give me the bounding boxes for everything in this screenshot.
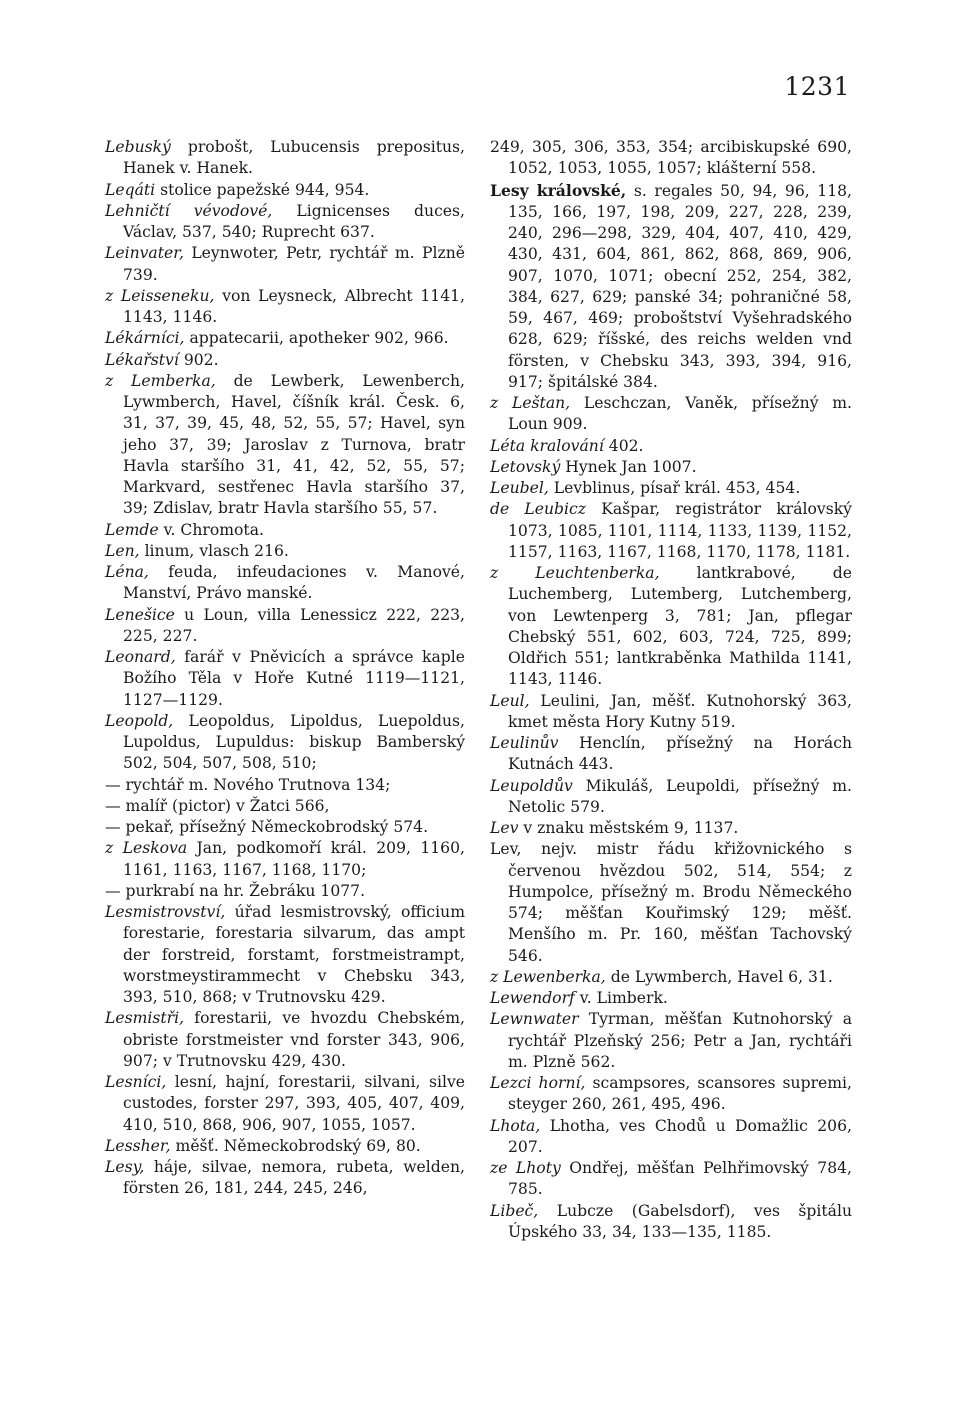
entry-headword: Lehničtí vévodové, — [105, 201, 273, 220]
entry-text: forestarii, ve hvozdu Chebském, obriste forstmeister vnd forster 343, 906, 907; v Trutnovsku 429, 430. — [123, 1009, 465, 1070]
entry-text: Kašpar, registrátor královský 1073, 1085, 1101, 1114, 1133, 1139, 1152, 1157, 1163, 1167, 1168, 1170, 1178, 1181. — [508, 500, 852, 561]
index-entry — [105, 562, 465, 605]
index-entry — [105, 1157, 465, 1200]
entry-headword: Léta kralování — [490, 436, 604, 455]
index-entry — [490, 1073, 852, 1116]
entry-text: Leulini, Jan, měšť. Kutnohorský 363, kmet města Hory Kutny 519. — [508, 691, 852, 731]
entry-headword: Leqáti — [105, 180, 156, 199]
entry-text: — purkrabí na hr. Žebráku 1077. — [105, 881, 366, 900]
index-entry — [490, 478, 852, 499]
index-entry — [490, 988, 852, 1009]
entry-text: Mikuláš, Leupoldi, přísežný m. Netolic 579. — [508, 776, 852, 816]
entry-text: von Leysneck, Albrecht 1141, 1143, 1146. — [123, 286, 466, 326]
index-entry — [490, 691, 852, 734]
index-entry — [105, 371, 465, 520]
index-entry — [105, 711, 465, 775]
entry-headword: Lesmistři, — [105, 1009, 185, 1028]
index-entry — [490, 776, 852, 819]
entry-text: Levblinus, písař král. 453, 454. — [553, 479, 801, 497]
entry-headword: Letovský — [490, 457, 561, 476]
entry-text: — rychtář m. Nového Trutnova 134; — [105, 775, 391, 794]
index-entry — [105, 838, 465, 881]
entry-headword: Lesníci, — [105, 1073, 167, 1091]
entry-headword: Lékařství — [105, 350, 179, 369]
entry-text: v znaku městském 9, 1137. — [523, 819, 739, 837]
left-column — [105, 137, 465, 1200]
index-entry — [490, 563, 852, 691]
entry-text: Henclín, přísežný na Horách Kutnách 443. — [508, 734, 852, 774]
entry-headword: Leopold, — [105, 711, 174, 730]
index-entry — [105, 328, 465, 349]
entry-text: Tyrman, měšťan Kutnohorský a rychtář Plzeňský 256; Petr a Jan, rychtáři m. Plzně 562. — [508, 1010, 852, 1071]
entry-headword: z Leuchtenberka, — [490, 564, 660, 582]
entry-text: farář v Pněvicích a správce kaple Božího Těla v Hoře Kutné 1119—1121, 1127—1129. — [123, 648, 465, 709]
index-entry — [105, 520, 465, 541]
index-entry — [105, 137, 465, 180]
entry-headword: Lewendorf — [490, 989, 575, 1007]
index-entry — [490, 393, 852, 436]
entry-headword: Lékárníci, — [105, 329, 185, 348]
index-entry — [490, 499, 852, 563]
entry-headword: Leinvater, — [105, 244, 184, 263]
entry-text: 902. — [183, 350, 219, 369]
index-entry — [105, 350, 465, 371]
entry-text: — malíř (pictor) v Žatci 566, — [105, 796, 330, 815]
entry-text: v. Chromota. — [163, 520, 264, 539]
index-entry — [490, 967, 852, 988]
entry-text: Hynek Jan 1007. — [565, 457, 697, 476]
index-entry — [105, 243, 465, 286]
entry-text: Leopoldus, Lipoldus, Luepoldus, Lupoldus, Lupuldus: biskup Bamberský 502, 504, 507, 508, 510; — [123, 711, 465, 773]
entry-headword: Leul, — [490, 691, 530, 710]
index-entry — [105, 1136, 465, 1157]
entry-text: de Lewberk, Lewenberch, Lywmberch, Havel, číšník král. Česk. 6, 31, 37, 39, 45, 48, 52, 55, 57; Havel, syn jeho 37, 39; Jaroslav z Turnova, bratr Havla staršího 31, 41, 42, 52, 55, 57; Markvard, sestřenec Havla staršího 37, 39; Zdislav, bratr Havla staršího 55, 57. — [123, 371, 465, 518]
entry-text: lantkrabové, de Luchemberg, Lutemberg, Lutchemberg, von Lewtenperg 3, 781; Jan, pflegar Chebský 551, 602, 603, 724, 725, 899; Oldřich 551; lantkraběnka Mathilda 1141, 1143, 1146. — [508, 564, 852, 689]
entry-text: úřad lesmistrovský, officium forestarie, forestaria silvarum, das ampt der forstreid, forstamt, forstmeistrampt, worstmeystirammecht v Chebsku 343, 393, 510, 868; v Trutnovsku 429. — [123, 903, 465, 1006]
entry-headword: Lewnwater — [490, 1010, 579, 1029]
index-entry — [105, 286, 465, 329]
page-number: 1231 — [784, 72, 850, 101]
index-entry — [490, 1201, 852, 1244]
entry-headword: z Lewenberka, — [490, 967, 606, 986]
entry-text: Lignicenses duces, Václav, 537, 540; Ruprecht 637. — [123, 201, 465, 241]
index-entry — [105, 775, 465, 796]
index-entry — [490, 1116, 852, 1159]
index-entry — [105, 1072, 465, 1136]
entry-headword: z Leskova — [105, 839, 188, 858]
entry-headword: ze Lhoty — [490, 1159, 561, 1177]
index-entry — [105, 180, 465, 201]
entry-text: s. regales 50, 94, 96, 118, 135, 166, 197, 198, 209, 227, 228, 239, 240, 296—298, 329, 404, 407, 410, 429, 430, 431, 604, 861, 862, 868, 869, 906, 907, 1070, 1071; obecní 252, 254, 382, 384, 627, 629; panské 34; pohraničné 58, 59, 467, 469; proboštství Vyšehradského 628, 629; říšské, des reichs welden vnd försten, v Chebsku 343, 393, 394, 916, 917; špitálské 384. — [508, 181, 852, 391]
entry-text: Lubcze (Gabelsdorf), ves špitálu Úpského 33, 34, 133—135, 1185. — [508, 1201, 852, 1241]
entry-headword: de Leubicz — [490, 500, 586, 519]
index-entry — [490, 818, 852, 839]
index-entry — [105, 881, 465, 902]
entry-headword: Lessher, — [105, 1136, 171, 1155]
entry-text: Lev, nejv. mistr řádu křižovnického s červenou hvězdou 502, 514, 554; z Humpolce, přísežný m. Brodu Německého 574; měšťan Kouřimský 129; měšť. Menšího m. Pr. 160, měšťan Tachovský 546. — [490, 840, 852, 965]
entry-text: Ondřej, měšťan Pelhřimovský 784, 785. — [508, 1159, 852, 1199]
entry-headword: Libeč, — [490, 1201, 539, 1220]
index-entry — [105, 541, 465, 562]
entry-headword: Lenešice — [105, 605, 175, 624]
index-entry — [490, 457, 852, 478]
entry-headword: z Lemberka, — [105, 371, 216, 390]
entry-text: Leynwoter, Petr, rychtář m. Plzně 739. — [123, 244, 465, 284]
entry-headword: Lemde — [105, 520, 159, 539]
entry-headword: z Leisseneku, — [105, 286, 215, 305]
index-entry — [490, 733, 852, 776]
entry-text: scampsores, scansores supremi, steyger 260, 261, 495, 496. — [508, 1074, 852, 1114]
entry-headword: Lesy královské, — [490, 180, 627, 200]
index-entry — [490, 436, 852, 457]
entry-headword: Léna, — [105, 563, 149, 581]
entry-headword: Lev — [490, 819, 519, 837]
entry-text: linum, vlasch 216. — [144, 541, 289, 560]
index-entry — [105, 796, 465, 817]
entry-text: háje, silvae, nemora, rubeta, welden, försten 26, 181, 244, 245, 246, — [123, 1158, 465, 1198]
entry-text: Lhotha, ves Chodů u Domažlic 206, 207. — [508, 1116, 852, 1156]
index-entry — [105, 647, 465, 711]
entry-headword: Leupoldův — [490, 776, 573, 795]
index-entry — [105, 1008, 465, 1072]
entry-headword: Leonard, — [105, 648, 176, 666]
entry-text: appatecarii, apotheker 902, 966. — [189, 329, 449, 348]
right-column — [490, 137, 852, 1243]
entry-headword: Lhota, — [490, 1116, 541, 1135]
entry-headword: Lebuský — [105, 138, 171, 156]
entry-text: u Loun, villa Lenessicz 222, 223, 225, 227. — [123, 605, 465, 645]
entry-text: Jan, podkomoří král. 209, 1160, 1161, 1163, 1167, 1168, 1170; — [123, 839, 465, 879]
entry-text: stolice papežské 944, 954. — [160, 180, 370, 199]
index-entry — [105, 902, 465, 1008]
entry-headword: Lesy, — [105, 1158, 145, 1176]
index-entry — [490, 137, 852, 180]
index-entry — [490, 1158, 852, 1201]
entry-text: Leschczan, Vaněk, přísežný m. Loun 909. — [508, 394, 852, 434]
entry-text: — pekař, přísežný Německobrodský 574. — [105, 818, 429, 836]
entry-text: 402. — [608, 436, 644, 455]
index-entry — [490, 1009, 852, 1073]
index-entry — [105, 605, 465, 648]
entry-headword: Len, — [105, 541, 140, 560]
entry-text: probošt, Lubucensis prepositus, Hanek v. Hanek. — [123, 138, 465, 178]
index-entry — [490, 839, 852, 967]
entry-headword: Lesmistrovství, — [105, 903, 226, 921]
entry-text: lesní, hajní, forestarii, silvani, silve custodes, forster 297, 393, 405, 407, 409, 410, 510, 868, 906, 907, 1055, 1057. — [123, 1073, 465, 1134]
index-entry — [490, 180, 852, 394]
entry-text: v. Limberk. — [579, 989, 668, 1007]
entry-text: de Lywmberch, Havel 6, 31. — [610, 967, 833, 986]
entry-headword: Lezci horní, — [490, 1074, 586, 1092]
entry-headword: Leulinův — [490, 734, 559, 752]
index-entry — [105, 817, 465, 838]
entry-headword: z Leštan, — [490, 394, 571, 412]
entry-text: měšť. Německobrodský 69, 80. — [175, 1136, 421, 1155]
entry-text: feuda, infeudaciones v. Manové, Manství, Právo manské. — [123, 563, 465, 603]
index-entry — [105, 201, 465, 244]
entry-text: 249, 305, 306, 353, 354; arcibiskupské 690, 1052, 1053, 1055, 1057; klášterní 558. — [490, 138, 852, 178]
entry-headword: Leubel, — [490, 479, 549, 497]
